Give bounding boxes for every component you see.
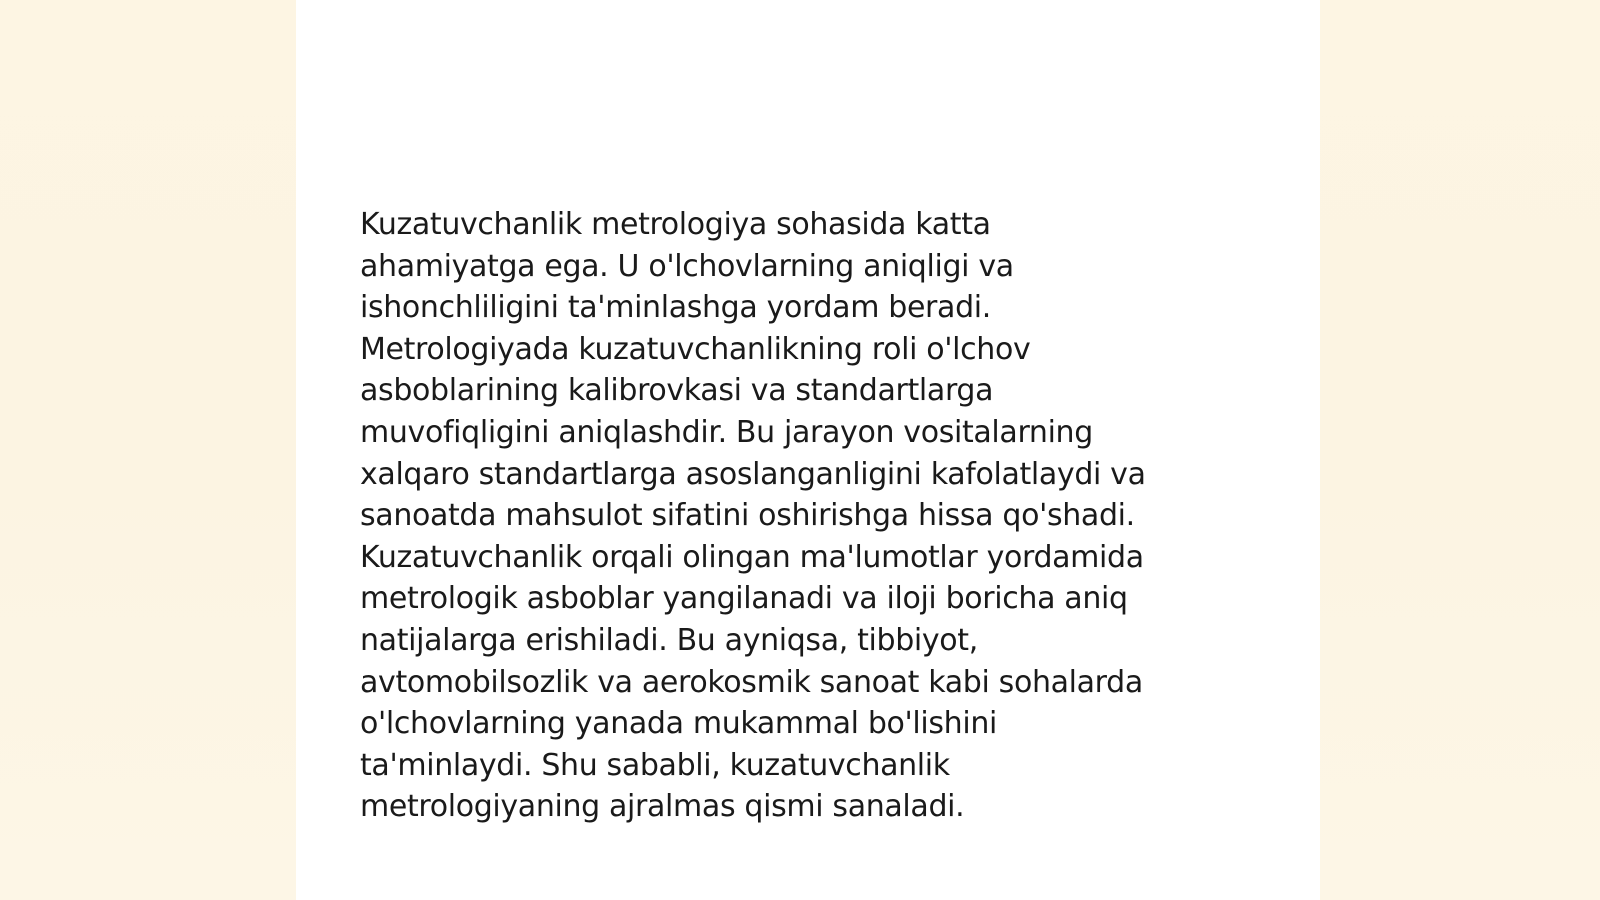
document-page <box>296 0 1320 900</box>
right-margin <box>1320 0 1600 900</box>
left-margin <box>0 0 296 900</box>
body-paragraph: Kuzatuvchanlik metrologiya sohasida katta ahamiyatga ega. U o'lchovlarning aniqligi va ishonchliligini ta'minlashga yordam beradi. Metrologiyada kuzatuvchanlikning roli o'lchov asboblarining kalibrovkasi va standartlarga muvofiqligini aniqlashdir. Bu jarayon vositalarning xalqaro standartlarga asoslanganligini kafolatlaydi va sanoatda mahsulot sifatini oshirishga hissa qo'shadi. Kuzatuvchanlik orqali olingan ma'lumotlar yordamida metrologik asboblar yangilanadi va iloji boricha aniq natijalarga erishiladi. Bu ayniqsa, tibbiyot, avtomobilsozlik va aerokosmik sanoat kabi sohalarda o'lchovlarning yanada mukammal bo'lishini ta'minlaydi. Shu sababli, kuzatuvchanlik metrologiyaning ajralmas qismi sanaladi. <box>360 207 1146 825</box>
